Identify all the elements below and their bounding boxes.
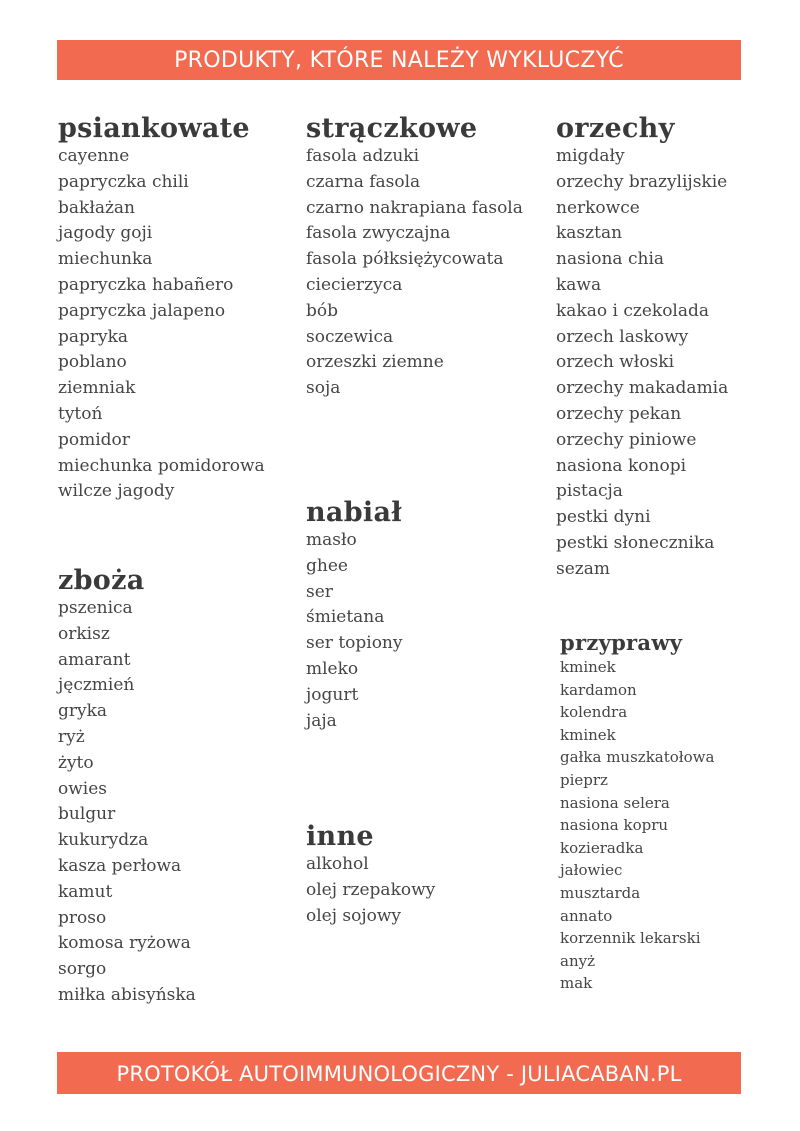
list-item: pestki słonecznika bbox=[556, 532, 715, 553]
list-item: masło bbox=[306, 530, 357, 550]
list-item: jogurt bbox=[306, 684, 359, 705]
list-item: orzechy pekan bbox=[556, 403, 682, 424]
list-item: proso bbox=[58, 907, 107, 928]
list-item: pomidor bbox=[58, 429, 130, 450]
list-item: pestki dyni bbox=[556, 507, 651, 528]
list-item: poblano bbox=[58, 352, 127, 373]
section-przyprawy bbox=[560, 630, 714, 995]
list-item: ghee bbox=[306, 555, 348, 576]
item-list bbox=[306, 852, 435, 929]
list-item: alkohol bbox=[306, 854, 369, 874]
list-item: kukurydza bbox=[58, 830, 149, 851]
list-item: fasola półksiężycowata bbox=[306, 249, 504, 270]
list-item: bulgur bbox=[58, 804, 116, 825]
list-item: bakłażan bbox=[58, 197, 136, 218]
section-title: przyprawy bbox=[560, 630, 683, 655]
list-item: musztarda bbox=[560, 883, 641, 902]
list-item: ser bbox=[306, 581, 333, 602]
section-title: orzechy bbox=[556, 113, 675, 144]
section-psiankowate bbox=[58, 114, 265, 505]
list-item: kardamon bbox=[560, 680, 637, 699]
list-item: orzechy piniowe bbox=[556, 429, 697, 450]
list-item: fasola zwyczajna bbox=[306, 223, 451, 244]
list-item: papryka bbox=[58, 326, 129, 347]
list-item: nasiona chia bbox=[556, 249, 665, 270]
list-item: pieprz bbox=[560, 770, 608, 789]
footer-banner bbox=[57, 1052, 741, 1094]
list-item: pszenica bbox=[58, 598, 133, 618]
list-item: orkisz bbox=[58, 623, 110, 644]
list-item: korzennik lekarski bbox=[560, 929, 701, 948]
list-item: kozieradka bbox=[560, 838, 644, 857]
list-item: jagody goji bbox=[58, 223, 153, 244]
list-item: kminek bbox=[560, 725, 616, 744]
list-item: soja bbox=[306, 378, 341, 399]
list-item: mak bbox=[560, 974, 593, 993]
list-item: miechunka pomidorowa bbox=[58, 455, 265, 476]
list-item: amarant bbox=[58, 649, 131, 670]
item-list bbox=[560, 656, 714, 995]
list-item: orzech włoski bbox=[556, 352, 675, 373]
section-title: zboża bbox=[58, 565, 145, 596]
list-item: orzech laskowy bbox=[556, 326, 689, 347]
list-item: papryczka chili bbox=[58, 171, 189, 192]
list-item: żyto bbox=[58, 752, 94, 773]
section-title: strączkowe bbox=[306, 113, 478, 144]
list-item: jałowiec bbox=[560, 861, 623, 880]
list-item: annato bbox=[560, 906, 613, 925]
section-orzechy bbox=[556, 114, 728, 583]
section-inne bbox=[306, 822, 435, 929]
list-item: orzechy brazylijskie bbox=[556, 171, 728, 192]
list-item: kakao i czekolada bbox=[556, 300, 710, 321]
list-item: sezam bbox=[556, 558, 610, 579]
list-item: tytoń bbox=[58, 403, 103, 424]
list-item: jaja bbox=[306, 710, 337, 731]
list-item: mleko bbox=[306, 658, 359, 679]
list-item: nasiona selera bbox=[560, 793, 670, 812]
list-item: ciecierzyca bbox=[306, 274, 403, 295]
list-item: kasztan bbox=[556, 223, 623, 244]
list-item: orzechy makadamia bbox=[556, 378, 729, 399]
item-list bbox=[58, 596, 196, 1009]
list-item: ryż bbox=[58, 726, 85, 747]
list-item: jęczmień bbox=[58, 675, 135, 696]
list-item: miłka abisyńska bbox=[58, 984, 196, 1005]
list-item: miechunka bbox=[58, 249, 153, 270]
list-item: fasola adzuki bbox=[306, 146, 420, 166]
list-item: migdały bbox=[556, 146, 625, 166]
list-item: ser topiony bbox=[306, 633, 403, 654]
list-item: ziemniak bbox=[58, 378, 136, 399]
item-list bbox=[58, 144, 265, 505]
list-item: olej rzepakowy bbox=[306, 879, 436, 900]
list-item: nerkowce bbox=[556, 197, 640, 218]
list-item: kawa bbox=[556, 274, 602, 295]
list-item: kolendra bbox=[560, 703, 628, 722]
list-item: bób bbox=[306, 300, 338, 321]
list-item: kasza perłowa bbox=[58, 855, 182, 876]
section-nabial bbox=[306, 498, 403, 734]
list-item: papryczka habañero bbox=[58, 274, 234, 295]
list-item: anyż bbox=[560, 951, 595, 970]
list-item: cayenne bbox=[58, 146, 130, 166]
item-list bbox=[306, 144, 523, 402]
item-list bbox=[306, 528, 403, 734]
list-item: papryczka jalapeno bbox=[58, 300, 226, 321]
section-straczkowe bbox=[306, 114, 523, 402]
page-title: PRODUKTY, KTÓRE NALEŻY WYKLUCZYĆ bbox=[174, 48, 624, 73]
list-item: soczewica bbox=[306, 326, 394, 347]
list-item: kminek bbox=[560, 658, 616, 676]
list-item: komosa ryżowa bbox=[58, 933, 191, 954]
list-item: nasiona konopi bbox=[556, 455, 687, 476]
list-item: orzeszki ziemne bbox=[306, 352, 444, 373]
list-item: sorgo bbox=[58, 959, 107, 980]
list-item: czarna fasola bbox=[306, 171, 421, 192]
list-item: czarno nakrapiana fasola bbox=[306, 197, 523, 218]
list-item: wilcze jagody bbox=[58, 481, 175, 502]
list-item: nasiona kopru bbox=[560, 816, 669, 835]
list-item: olej sojowy bbox=[306, 905, 402, 926]
list-item: gryka bbox=[58, 701, 108, 722]
list-item: gałka muszkatołowa bbox=[560, 748, 715, 767]
list-item: kamut bbox=[58, 881, 113, 902]
section-title: nabiał bbox=[306, 497, 402, 528]
item-list bbox=[556, 144, 728, 583]
section-title: psiankowate bbox=[58, 113, 250, 144]
list-item: pistacja bbox=[556, 481, 623, 502]
section-zboza bbox=[58, 566, 196, 1009]
footer-text: PROTOKÓŁ AUTOIMMUNOLOGICZNY - JULIACABAN.PL bbox=[116, 1062, 682, 1086]
list-item: śmietana bbox=[306, 607, 385, 628]
list-item: owies bbox=[58, 778, 108, 799]
section-title: inne bbox=[306, 821, 374, 852]
header-banner bbox=[57, 40, 741, 80]
